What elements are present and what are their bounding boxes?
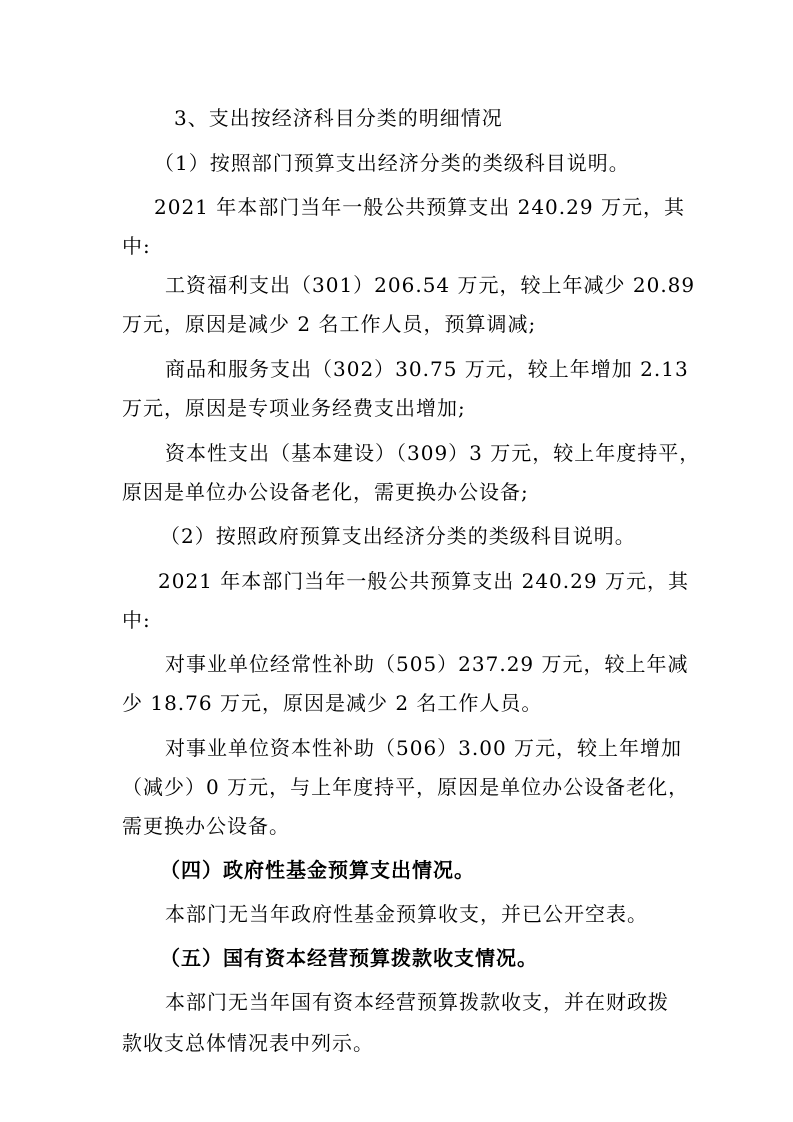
section-heading-5: （五）国有资本经营预算拨款收支情况。 (160, 946, 538, 970)
section-heading-4: （四）政府性基金预算支出情况。 (160, 858, 475, 882)
paragraph-line: 2021 年本部门当年一般公共预算支出 240.29 万元，其 (154, 195, 685, 219)
subsection-heading-1: （1）按照部门预算支出经济分类的类级科目说明。 (154, 151, 630, 175)
paragraph-line: 2021 年本部门当年一般公共预算支出 240.29 万元，其 (158, 569, 689, 593)
paragraph-line: （减少）0 万元，与上年度持平，原因是单位办公设备老化， (122, 775, 690, 799)
paragraph-line: 商品和服务支出（302）30.75 万元，较上年增加 2.13 (165, 357, 689, 381)
subsection-heading-2: （2）按照政府预算支出经济分类的类级科目说明。 (160, 524, 636, 548)
paragraph-line: 款收支总体情况表中列示。 (122, 1031, 374, 1055)
paragraph-line: 中: (122, 608, 151, 632)
paragraph-line: 万元，原因是专项业务经费支出增加; (122, 396, 466, 420)
paragraph-line: 少 18.76 万元，原因是减少 2 名工作人员。 (122, 691, 543, 715)
paragraph-line: 对事业单位经常性补助（505）237.29 万元，较上年减 (165, 652, 689, 676)
paragraph-line: 中: (122, 234, 151, 258)
paragraph-line: 本部门无当年政府性基金预算收支，并已公开空表。 (165, 902, 648, 926)
paragraph-line: 资本性支出（基本建设）（309）3 万元，较上年度持平， (165, 441, 701, 465)
paragraph-line: 原因是单位办公设备老化，需更换办公设备; (122, 480, 529, 504)
paragraph-line: 需更换办公设备。 (122, 814, 290, 838)
paragraph-line: 工资福利支出（301）206.54 万元，较上年减少 20.89 (165, 273, 696, 297)
paragraph-line: 万元，原因是减少 2 名工作人员，预算调减; (122, 312, 537, 336)
section-heading-3: 3、支出按经济科目分类的明细情况 (174, 106, 503, 130)
paragraph-line: 对事业单位资本性补助（506）3.00 万元，较上年增加 (165, 736, 683, 760)
paragraph-line: 本部门无当年国有资本经营预算拨款收支，并在财政拨 (165, 990, 669, 1014)
